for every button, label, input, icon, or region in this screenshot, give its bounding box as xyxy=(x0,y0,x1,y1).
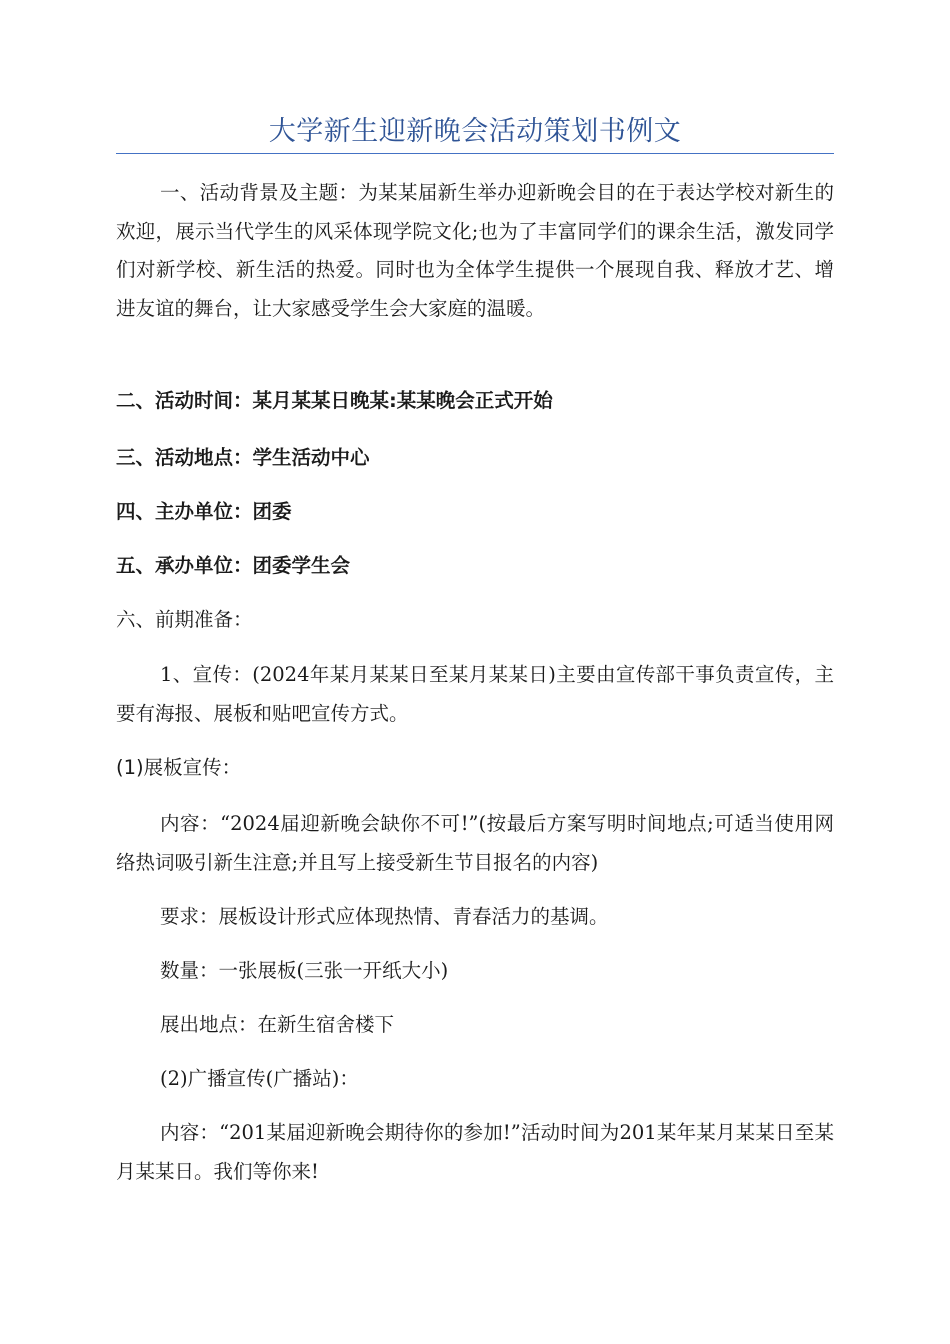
document-title: 大学新生迎新晚会活动策划书例文 xyxy=(268,116,682,147)
paragraph-broadcast-publicity: (2)广播宣传(广播站)： xyxy=(160,1067,359,1090)
paragraph-host-unit: 四、主办单位：团委 xyxy=(116,500,292,523)
paragraph-activity-location: 三、活动地点：学生活动中心 xyxy=(116,446,370,469)
list-text: 展板宣传： xyxy=(143,756,242,779)
paragraph-board-content: 内容：“2024届迎新晚会缺你不可!”(按最后方案写明时间地点;可适当使用网络热词吸引新生注意;并且写上接受新生节目报名的内容) xyxy=(116,812,834,874)
paragraph-board-quantity: 数量：一张展板(三张一开纸大小) xyxy=(160,959,449,982)
paragraph-board-requirement: 要求：展板设计形式应体现热情、青春活力的基调。 xyxy=(160,905,609,928)
list-number: (1) xyxy=(116,756,144,779)
paragraph-background-theme: 一、活动背景及主题：为某某届新生举办迎新晚会目的在于表达学校对新生的欢迎，展示当代学生的风采体现学院文化;也为了丰富同学们的课余生活，激发同学们对新学校、新生活的热爱。同时也为全体学生提供一个展现自我、释放才艺、增进友谊的舞台，让大家感受学生会大家庭的温暖。 xyxy=(116,181,834,320)
paragraph-board-location: 展出地点：在新生宿舍楼下 xyxy=(160,1013,395,1036)
paragraph-preparation-heading: 六、前期准备： xyxy=(116,608,253,631)
paragraph-organizer-unit: 五、承办单位：团委学生会 xyxy=(116,554,351,577)
paragraph-publicity: 1、宣传：(2024年某月某某日至某月某某日)主要由宣传部干事负责宣传，主要有海报、展板和贴吧宣传方式。 xyxy=(116,663,834,725)
paragraph-board-publicity xyxy=(116,749,834,788)
title-underline xyxy=(116,153,834,154)
paragraph-broadcast-content: 内容：“201某届迎新晚会期待你的参加!”活动时间为201某年某月某某日至某月某某日。我们等你来! xyxy=(116,1121,834,1183)
paragraph-activity-time: 二、活动时间：某月某某日晚某:某某晚会正式开始 xyxy=(116,389,553,412)
